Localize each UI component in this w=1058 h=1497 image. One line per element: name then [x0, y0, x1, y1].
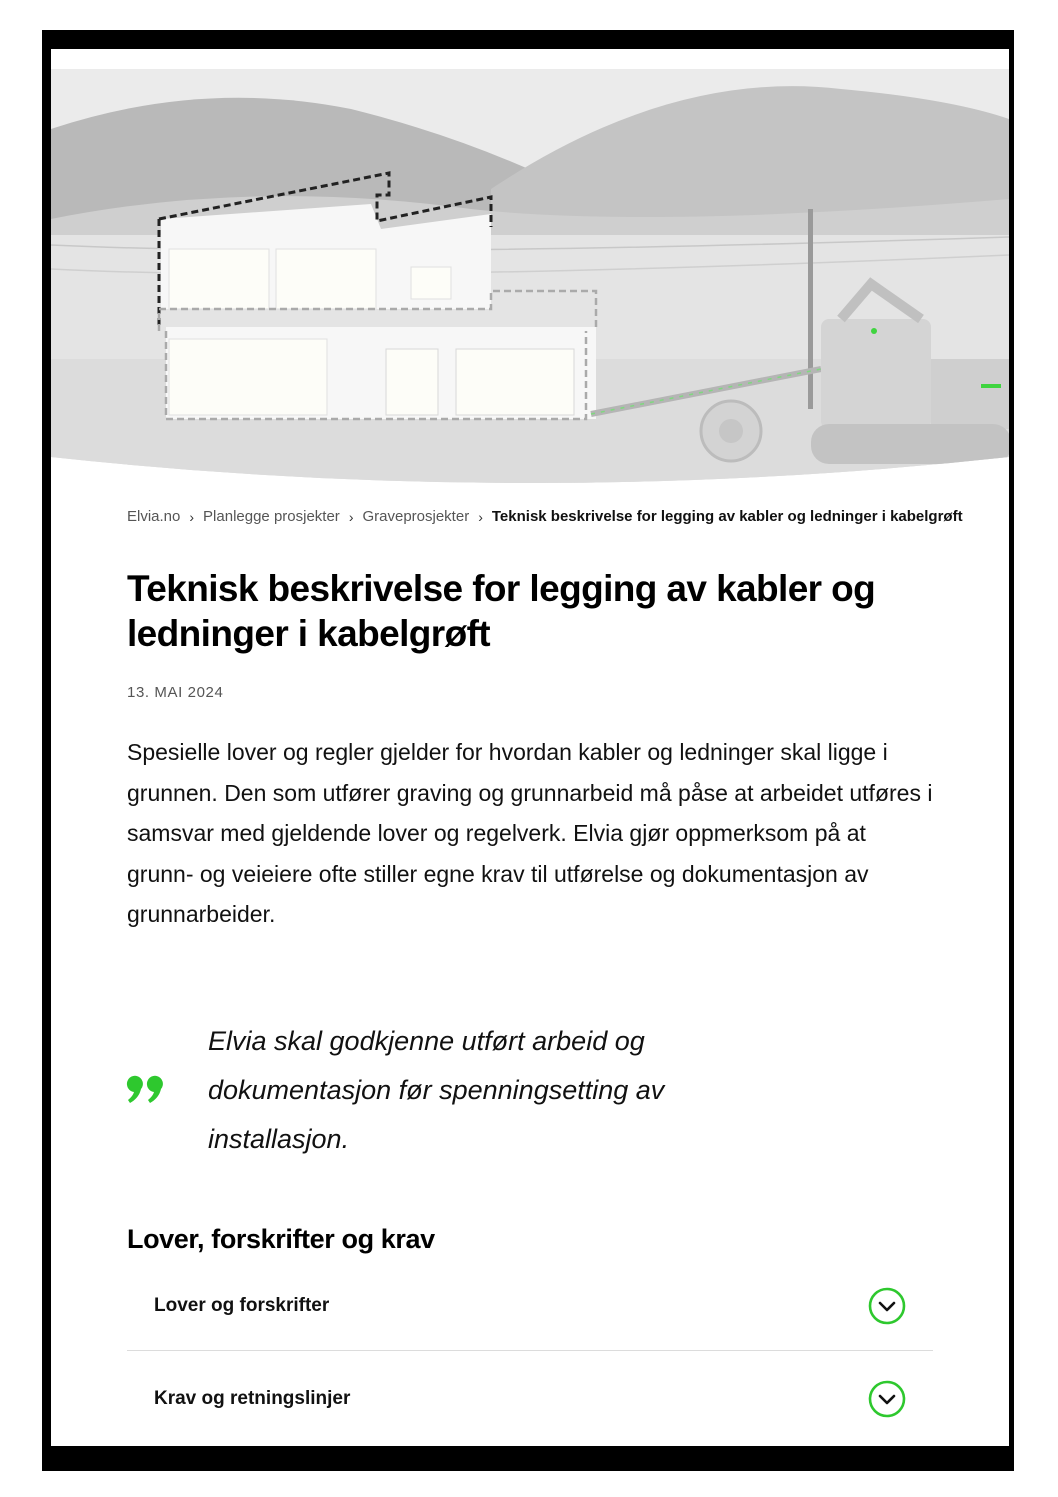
page	[51, 49, 1009, 1446]
breadcrumb	[127, 508, 1009, 525]
accordion-label: Lover og forskrifter	[154, 1294, 330, 1316]
section-heading: Lover, forskrifter og krav	[127, 1224, 435, 1254]
accordion-lover-og-forskrifter[interactable]	[127, 1261, 933, 1351]
publish-date: 13. MAI 2024	[127, 684, 224, 701]
hero-illustration-svg	[51, 69, 1009, 487]
breadcrumb-current: Teknisk beskrivelse for legging av kabler og ledninger i kabelgrøft	[491, 508, 963, 525]
breadcrumb-item-graveprosjekter[interactable]: Graveprosjekter	[362, 508, 470, 525]
breadcrumb-item-home[interactable]: Elvia.no	[127, 508, 181, 525]
accordion-krav-og-retningslinjer[interactable]	[127, 1354, 933, 1444]
chevron-right-icon: ›	[189, 508, 195, 525]
page-title: Teknisk beskrivelse for legging av kabler og ledninger i kabelgrøft	[127, 568, 876, 654]
accordion-label: Krav og retningslinjer	[154, 1388, 351, 1409]
breadcrumb-item-planlegge-prosjekter[interactable]: Planlegge prosjekter	[203, 508, 340, 525]
chevron-right-icon: ›	[348, 508, 354, 525]
hero-illustration	[51, 69, 1009, 487]
chevron-right-icon: ›	[478, 508, 483, 525]
chevron-down-circle-icon[interactable]	[868, 1380, 906, 1418]
quote-icon	[125, 1071, 165, 1105]
pull-quote: Elvia skal godkjenne utført arbeid og dokumentasjon før spenningsetting av installasjon.	[208, 1026, 665, 1154]
intro-paragraph: Spesielle lover og regler gjelder for hvordan kabler og ledninger skal ligge i grunnen. Den som utfører graving og grunnarbeid må påse at arbeidet utføres i samsvar med gjeldende lover og regelverk. Elvia gjør oppmerksom på at grunn- og veieiere ofte stiller egne krav til utførelse og dokumentasjon av grunnarbeider.	[127, 739, 933, 927]
chevron-down-circle-icon[interactable]	[868, 1287, 906, 1325]
